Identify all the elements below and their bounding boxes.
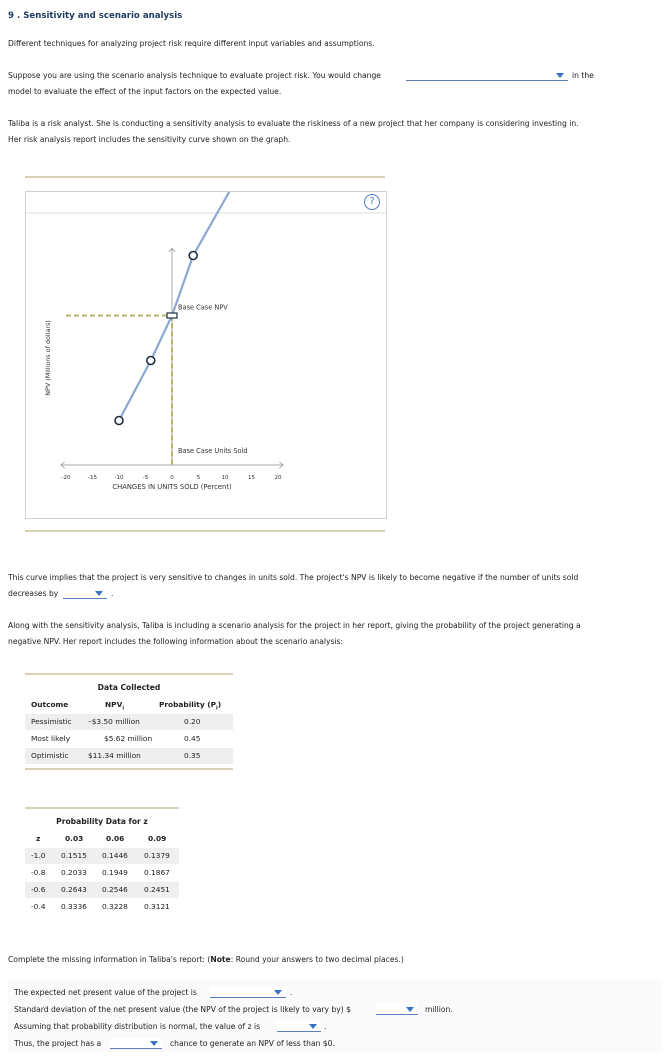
x-tick-label: 10 xyxy=(221,475,229,481)
base-case-marker xyxy=(167,313,177,318)
chevron-down-icon xyxy=(150,1041,158,1046)
x-tick-label: -10 xyxy=(114,475,124,481)
instructions-text: Complete the missing information in Taliba's report: (Note: Round your answers to two decimal places.) xyxy=(8,955,404,964)
z-value-label: Assuming that probability distribution is normal, the value of z is xyxy=(14,1022,261,1031)
para3-line1: Along with the sensitivity analysis, Taliba is including a scenario analysis for the project in her report, giving the probability of the project generating a xyxy=(8,621,581,630)
stddev-label: Standard deviation of the net present value (the NPV of the project is likely to vary by) $ xyxy=(14,1005,351,1014)
probability-dropdown[interactable] xyxy=(110,1037,162,1049)
help-icon[interactable]: ? xyxy=(364,194,380,210)
y-axis-label: NPV (Millions of dollars) xyxy=(44,320,52,396)
expected-npv-label: The expected net present value of the project is xyxy=(14,988,197,997)
table-bottom-rule xyxy=(25,768,233,770)
intro-text: Different techniques for analyzing project risk require different input variables and assumptions. xyxy=(8,39,375,48)
table-header-row xyxy=(25,697,233,713)
table-row: Optimistic $11.34 million 0.35 xyxy=(25,748,233,764)
q2-text-line1: This curve implies that the project is very sensitive to changes in units sold. The project's NPV is likely to become negative if the number of units sold xyxy=(8,573,579,582)
q1-text-after: in the xyxy=(572,71,594,80)
table-row: Most likely $5.62 million 0.45 xyxy=(31,734,201,743)
q1-text-line1: Suppose you are using the scenario analysis technique to evaluate project risk. You would change xyxy=(8,71,381,80)
x-tick-label: 20 xyxy=(274,475,282,481)
chevron-down-icon xyxy=(309,1024,317,1029)
stddev-end: million. xyxy=(425,1005,453,1014)
header-outcome: Outcome xyxy=(31,700,69,709)
x-axis-label: CHANGES IN UNITS SOLD (Percent) xyxy=(112,483,232,491)
table-row: Pessimistic –$3.50 million 0.20 xyxy=(25,714,233,730)
probability-title: Probability Data for z xyxy=(56,817,148,826)
chevron-down-icon xyxy=(556,73,564,78)
data-point xyxy=(189,252,197,260)
chevron-down-icon xyxy=(274,990,282,995)
data-point xyxy=(147,357,155,365)
decrease-dropdown[interactable] xyxy=(63,587,107,599)
probability-end: chance to generate an NPV of less than $0. xyxy=(170,1039,335,1048)
x-tick-label: 15 xyxy=(247,475,256,481)
header-probability: Probability $(P_i)$ xyxy=(159,700,222,712)
table-row: -1.0 0.1515 0.1446 0.1379 xyxy=(25,848,179,864)
z-value-end: . xyxy=(324,1022,327,1031)
q1-text-line2: model to evaluate the effect of the input factors on the expected value. xyxy=(8,87,282,96)
table-row: -0.6 0.2643 0.2546 0.2451 xyxy=(25,882,179,898)
header-npv: $NPV_i$ xyxy=(105,700,125,712)
data-collected-title: Data Collected xyxy=(97,683,161,692)
x-tick-label: -15 xyxy=(87,475,98,481)
divider xyxy=(25,176,385,178)
scenario-input-dropdown[interactable] xyxy=(406,69,568,81)
q2-text-suffix: . xyxy=(111,589,114,598)
table-row: -0.4 0.3336 0.3228 0.3121 xyxy=(31,902,170,911)
probability-label: Thus, the project has a xyxy=(14,1039,102,1048)
prob-header-row: z 0.03 0.06 0.09 xyxy=(36,834,167,843)
chevron-down-icon xyxy=(406,1007,414,1012)
z-value-dropdown[interactable] xyxy=(277,1020,321,1032)
sensitivity-graph xyxy=(25,191,387,519)
x-tick-label: 0 xyxy=(170,475,174,481)
expected-npv-dropdown[interactable] xyxy=(210,986,286,998)
question-title: 9 . Sensitivity and scenario analysis xyxy=(8,11,183,21)
para2-line2: Her risk analysis report includes the sensitivity curve shown on the graph. xyxy=(8,135,291,144)
q2-text-prefix: decreases by xyxy=(8,589,59,598)
divider xyxy=(25,530,385,532)
chevron-down-icon xyxy=(95,591,103,596)
expected-npv-end: . xyxy=(290,988,293,997)
base-npv-label: Base Case NPV xyxy=(178,303,228,312)
x-tick-label: -20 xyxy=(61,475,71,481)
para3-line2: negative NPV. Her report includes the following information about the scenario analysis: xyxy=(8,637,344,646)
sensitivity-chart xyxy=(26,192,386,518)
para2-line1: Taliba is a risk analyst. She is conducting a sensitivity analysis to evaluate the riskiness of a new project that her company is considering investing in. xyxy=(8,119,579,128)
table-top-rule xyxy=(25,807,179,809)
x-tick-label: -5 xyxy=(142,475,149,481)
base-units-label: Base Case Units Sold xyxy=(178,447,248,455)
table-row: -0.8 0.2033 0.1949 0.1867 xyxy=(31,868,170,877)
stddev-dropdown[interactable] xyxy=(376,1003,418,1015)
data-point xyxy=(115,417,123,425)
x-tick-label: 5 xyxy=(196,475,201,481)
table-top-rule xyxy=(25,673,233,675)
